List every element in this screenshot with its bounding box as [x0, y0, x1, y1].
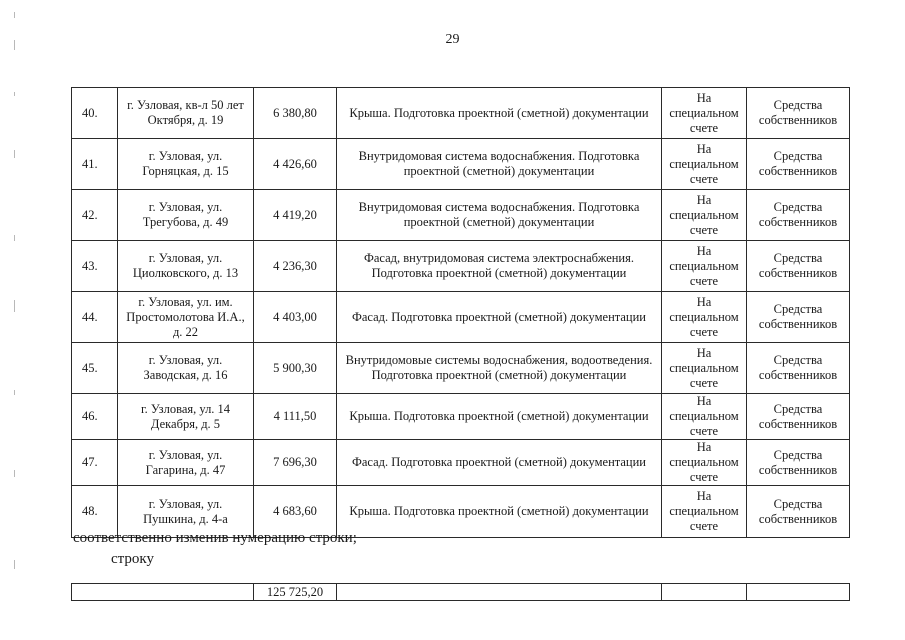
- cell-number: 45.: [72, 343, 118, 394]
- table-row: [72, 292, 850, 343]
- cell-work-type: Крыша. Подготовка проектной (сметной) документации: [337, 88, 662, 139]
- cell-account: На специальном счете: [662, 241, 747, 292]
- cell-area: 4 236,30: [254, 241, 337, 292]
- cell-number: 42.: [72, 190, 118, 241]
- cell-address: г. Узловая, ул. Циолковского, д. 13: [118, 241, 254, 292]
- cell-address: г. Узловая, ул. Трегубова, д. 49: [118, 190, 254, 241]
- cell-area: 4 419,20: [254, 190, 337, 241]
- cell-funding-source: Средства собственников: [747, 292, 850, 343]
- page-number: 29: [445, 32, 460, 47]
- cell-address: г. Узловая, ул. Гагарина, д. 47: [118, 440, 254, 486]
- cell-funding-source: Средства собственников: [747, 139, 850, 190]
- cell-work-type: Крыша. Подготовка проектной (сметной) документации: [337, 486, 662, 538]
- total-cell-work: [337, 584, 662, 601]
- cell-work-type: Крыша. Подготовка проектной (сметной) документации: [337, 394, 662, 440]
- cell-work-type: Внутридомовая система водоснабжения. Подготовка проектной (сметной) документации: [337, 190, 662, 241]
- cell-account: На специальном счете: [662, 292, 747, 343]
- table-row: [72, 440, 850, 486]
- cell-number: 41.: [72, 139, 118, 190]
- table-row: [72, 190, 850, 241]
- cell-funding-source: Средства собственников: [747, 440, 850, 486]
- cell-funding-source: Средства собственников: [747, 241, 850, 292]
- cell-funding-source: Средства собственников: [747, 88, 850, 139]
- cell-number: 46.: [72, 394, 118, 440]
- table-row: [72, 88, 850, 139]
- cell-area: 4 426,60: [254, 139, 337, 190]
- cell-address: г. Узловая, ул. Заводская, д. 16: [118, 343, 254, 394]
- total-row: [72, 584, 850, 601]
- caption-line: соответственно изменив нумерацию строки;: [73, 530, 357, 546]
- cell-account: На специальном счете: [662, 139, 747, 190]
- cell-address: г. Узловая, ул. им. Простомолотова И.А., д. 22: [118, 292, 254, 343]
- table-row: [72, 139, 850, 190]
- cell-account: На специальном счете: [662, 486, 747, 538]
- cell-area: 5 900,30: [254, 343, 337, 394]
- cell-account: На специальном счете: [662, 394, 747, 440]
- table-row: [72, 241, 850, 292]
- total-cell-account: [662, 584, 747, 601]
- cell-number: 43.: [72, 241, 118, 292]
- cell-funding-source: Средства собственников: [747, 486, 850, 538]
- cell-account: На специальном счете: [662, 440, 747, 486]
- program-table: [71, 87, 850, 538]
- cell-number: 48.: [72, 486, 118, 538]
- cell-account: На специальном счете: [662, 190, 747, 241]
- table-row: [72, 394, 850, 440]
- cell-funding-source: Средства собственников: [747, 394, 850, 440]
- cell-area: 4 111,50: [254, 394, 337, 440]
- cell-account: На специальном счете: [662, 88, 747, 139]
- caption-sub: строку: [111, 551, 154, 567]
- cell-number: 40.: [72, 88, 118, 139]
- cell-work-type: Внутридомовая система водоснабжения. Подготовка проектной (сметной) документации: [337, 139, 662, 190]
- table-row: [72, 343, 850, 394]
- cell-address: г. Узловая, ул. Горняцкая, д. 15: [118, 139, 254, 190]
- cell-address: г. Узловая, ул. Пушкина, д. 4-а: [118, 486, 254, 538]
- cell-number: 44.: [72, 292, 118, 343]
- cell-area: 7 696,30: [254, 440, 337, 486]
- cell-area: 4 403,00: [254, 292, 337, 343]
- cell-address: г. Узловая, кв-л 50 лет Октября, д. 19: [118, 88, 254, 139]
- cell-work-type: Фасад. Подготовка проектной (сметной) документации: [337, 292, 662, 343]
- cell-address: г. Узловая, ул. 14 Декабря, д. 5: [118, 394, 254, 440]
- cell-number: 47.: [72, 440, 118, 486]
- total-cell-label: [72, 584, 254, 601]
- cell-funding-source: Средства собственников: [747, 343, 850, 394]
- cell-work-type: Фасад. Подготовка проектной (сметной) документации: [337, 440, 662, 486]
- cell-work-type: Внутридомовые системы водоснабжения, водоотведения. Подготовка проектной (сметной) документации: [337, 343, 662, 394]
- cell-work-type: Фасад, внутридомовая система электроснабжения. Подготовка проектной (сметной) документации: [337, 241, 662, 292]
- cell-area: 6 380,80: [254, 88, 337, 139]
- total-cell-area: 125 725,20: [254, 584, 337, 601]
- binding-margin-marks: [14, 0, 18, 640]
- total-cell-source: [747, 584, 850, 601]
- cell-account: На специальном счете: [662, 343, 747, 394]
- cell-area: 4 683,60: [254, 486, 337, 538]
- total-table: [71, 583, 850, 601]
- cell-funding-source: Средства собственников: [747, 190, 850, 241]
